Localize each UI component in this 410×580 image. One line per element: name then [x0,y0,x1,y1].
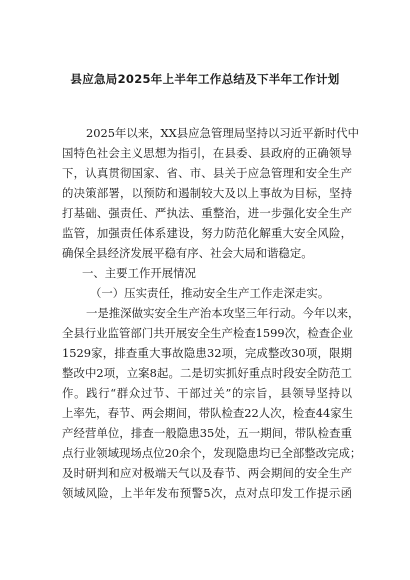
paragraph-line: 打基础、强责任、严执法、重整治，进一步强化安全生产 [62,206,352,220]
paragraph-line: 国特色社会主义思想为指引，在县委、县政府的正确领导 [62,146,352,160]
paragraph-line: 一是推深做实安全生产治本攻坚三年行动。今年以来， [86,306,360,320]
paragraph-line: 及时研判和应对极端天气以及春节、两会期间的安全生产 [62,466,352,480]
paragraph-line: 作。践行“群众过节、干部过关”的宗旨，县领导坚持以 [62,386,352,400]
paragraph-line: 监管，加强责任体系建设，努力防范化解重大安全风险， [62,226,352,240]
paragraph-line: 的决策部署，以预防和遏制较大及以上事故为目标，坚持 [62,186,352,200]
section-heading: 一、主要工作开展情况 [82,266,196,280]
paragraph-line: 点行业领域现场点位20余个，发现隐患均已全部整改完成； [62,446,362,460]
paragraph-line: 整改中2项，立案8起。二是切实抓好重点时段安全防范工 [62,366,352,380]
subsection-heading: （一）压实责任，推动安全生产工作走深走实。 [90,286,330,300]
paragraph-line: 产经营单位，排查一般隐患35处，五一期间，带队检查重 [62,426,352,440]
paragraph-line: 2025年以来，XX县应急管理局坚持以习近平新时代中 [86,126,360,140]
paragraph-line: 确保全县经济发展平稳有序、社会大局和谐稳定。 [62,246,313,260]
document-title: 县应急局2025年上半年工作总结及下半年工作计划 [70,72,340,86]
paragraph-line: 领域风险，上半年发布预警5次，点对点印发工作提示函 [62,486,352,500]
paragraph-line: 1529家，排查重大事故隐患32项，完成整改30项，限期 [62,346,352,360]
paragraph-line: 上率先，春节、两会期间，带队检查22人次，检查44家生 [62,406,353,420]
paragraph-line: 下，认真贯彻国家、省、市、县关于应急管理和安全生产 [62,166,352,180]
paragraph-line: 全县行业监管部门共开展安全生产检查1599次，检查企业 [62,326,353,340]
